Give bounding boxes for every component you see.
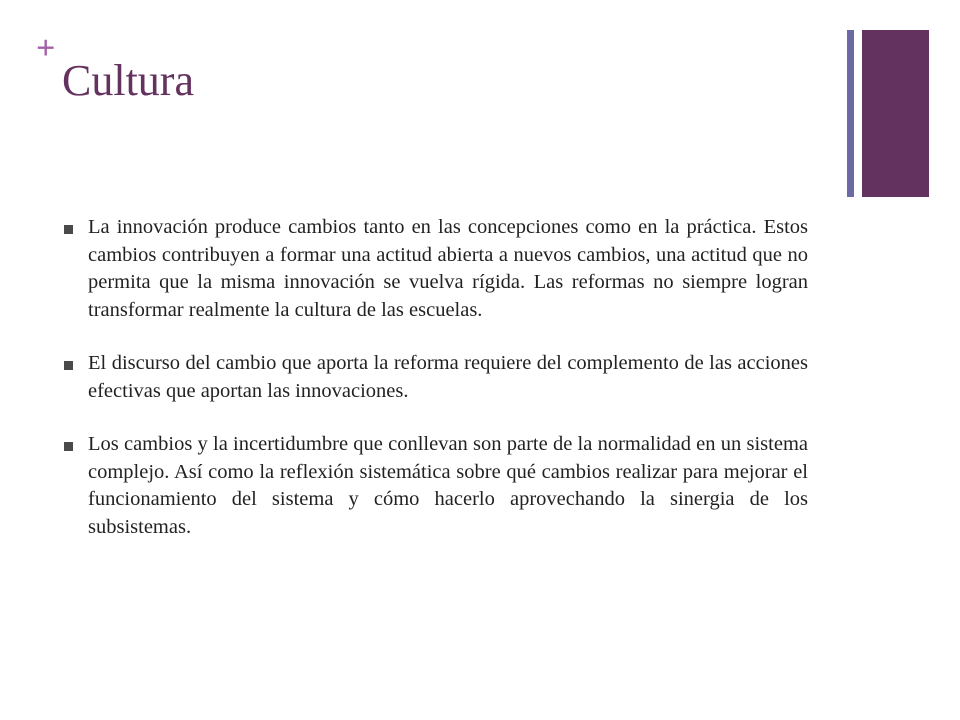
bullet-text: El discurso del cambio que aporta la reforma requiere del complemento de las acciones efectivas que aportan las innovaciones.: [88, 352, 808, 402]
decorative-bar-thin: [847, 30, 854, 197]
bullet-text: Los cambios y la incertidumbre que conllevan son parte de la normalidad en un sistema complejo. Así como la reflexión sistemática sobre qué cambios realizar para mejorar el funcionamiento del sistema y cómo hacerlo aprovechando la sinergia de los subsistemas.: [88, 433, 808, 538]
list-item: [62, 350, 808, 405]
list-item: [62, 214, 808, 324]
bullet-text: La innovación produce cambios tanto en las concepciones como en la práctica. Estos cambios contribuyen a formar una actitud abierta a nuevos cambios, una actitud que no permita que la misma innovación se vuelva rígida. Las reformas no siempre logran transformar realmente la cultura de las escuelas.: [88, 216, 808, 321]
square-bullet-icon: [64, 361, 73, 370]
square-bullet-icon: [64, 442, 73, 451]
decorative-bar-thick: [862, 30, 929, 197]
bullet-list: [62, 214, 808, 567]
list-item: [62, 431, 808, 541]
slide-title: Cultura: [62, 56, 194, 105]
square-bullet-icon: [64, 225, 73, 234]
plus-icon: +: [36, 30, 56, 67]
